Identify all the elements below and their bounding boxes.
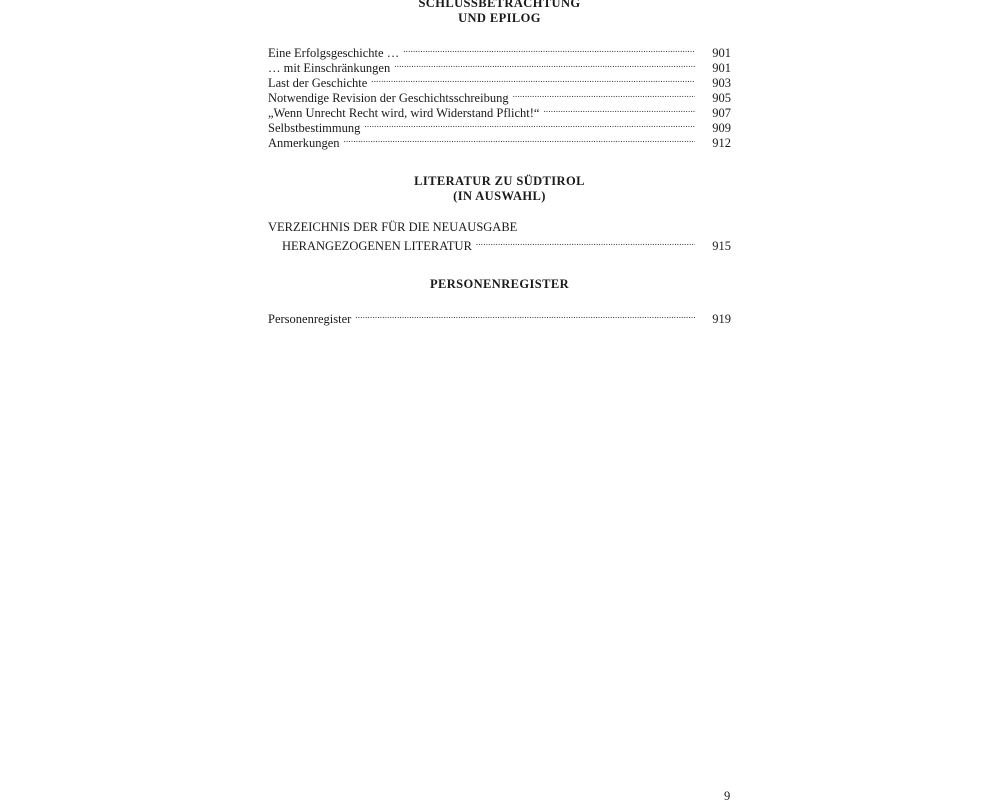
entry-page: 901 [712, 46, 731, 60]
entry-title: Anmerkungen [268, 136, 340, 150]
dot-leader [344, 132, 695, 147]
entry-page: 907 [712, 106, 731, 120]
toc-entry[interactable] [268, 235, 731, 253]
section-literatur [268, 174, 731, 253]
section-personenregister [268, 277, 731, 326]
entry-title: Eine Erfolgsgeschichte … [268, 46, 400, 60]
toc-entries [268, 42, 731, 150]
entry-title: „Wenn Unrecht Recht wird, wird Widerstand Pflicht!“ [268, 106, 540, 120]
section-heading [268, 0, 731, 26]
entry-page: 915 [712, 239, 731, 253]
entry-page: 919 [712, 312, 731, 326]
entry-title: Last der Geschichte [268, 76, 368, 90]
entry-title: … mit Einschränkungen [268, 61, 391, 75]
toc-entries [268, 308, 731, 326]
heading-line: PERSONENREGISTER [429, 277, 570, 291]
toc-entry[interactable] [268, 42, 731, 60]
dot-leader [403, 42, 695, 57]
dot-leader [371, 72, 695, 87]
heading-line: SCHLUSSBETRACHTUNG [418, 0, 581, 10]
entry-title: Selbstbestimmung [268, 121, 361, 135]
dot-leader [543, 102, 695, 117]
toc-entries [268, 220, 731, 253]
toc-entry[interactable] [268, 308, 731, 326]
entry-title-line[interactable]: VERZEICHNIS DER FÜR DIE NEUAUSGABE [268, 220, 518, 234]
entry-title: HERANGEZOGENEN LITERATUR [282, 239, 472, 253]
entry-page: 901 [712, 61, 731, 75]
section-heading [268, 174, 731, 204]
heading-line: LITERATUR ZU SÜDTIROL [414, 174, 585, 188]
entry-title: Notwendige Revision der Geschichtsschreibung [268, 91, 509, 105]
entry-page: 905 [712, 91, 731, 105]
heading-line: UND EPILOG [458, 11, 541, 25]
heading-line: (IN AUSWAHL) [453, 189, 546, 203]
section-heading [268, 277, 731, 292]
dot-leader [476, 235, 695, 250]
dot-leader [513, 87, 695, 102]
entry-title: Personenregister [268, 312, 352, 326]
dot-leader [394, 57, 695, 72]
section-schlussbetrachtung [268, 0, 731, 150]
dot-leader [355, 308, 695, 323]
entry-page: 909 [712, 121, 731, 135]
page-number: 9 [724, 789, 731, 803]
dot-leader [364, 117, 695, 132]
entry-page: 903 [712, 76, 731, 90]
entry-page: 912 [712, 136, 731, 150]
